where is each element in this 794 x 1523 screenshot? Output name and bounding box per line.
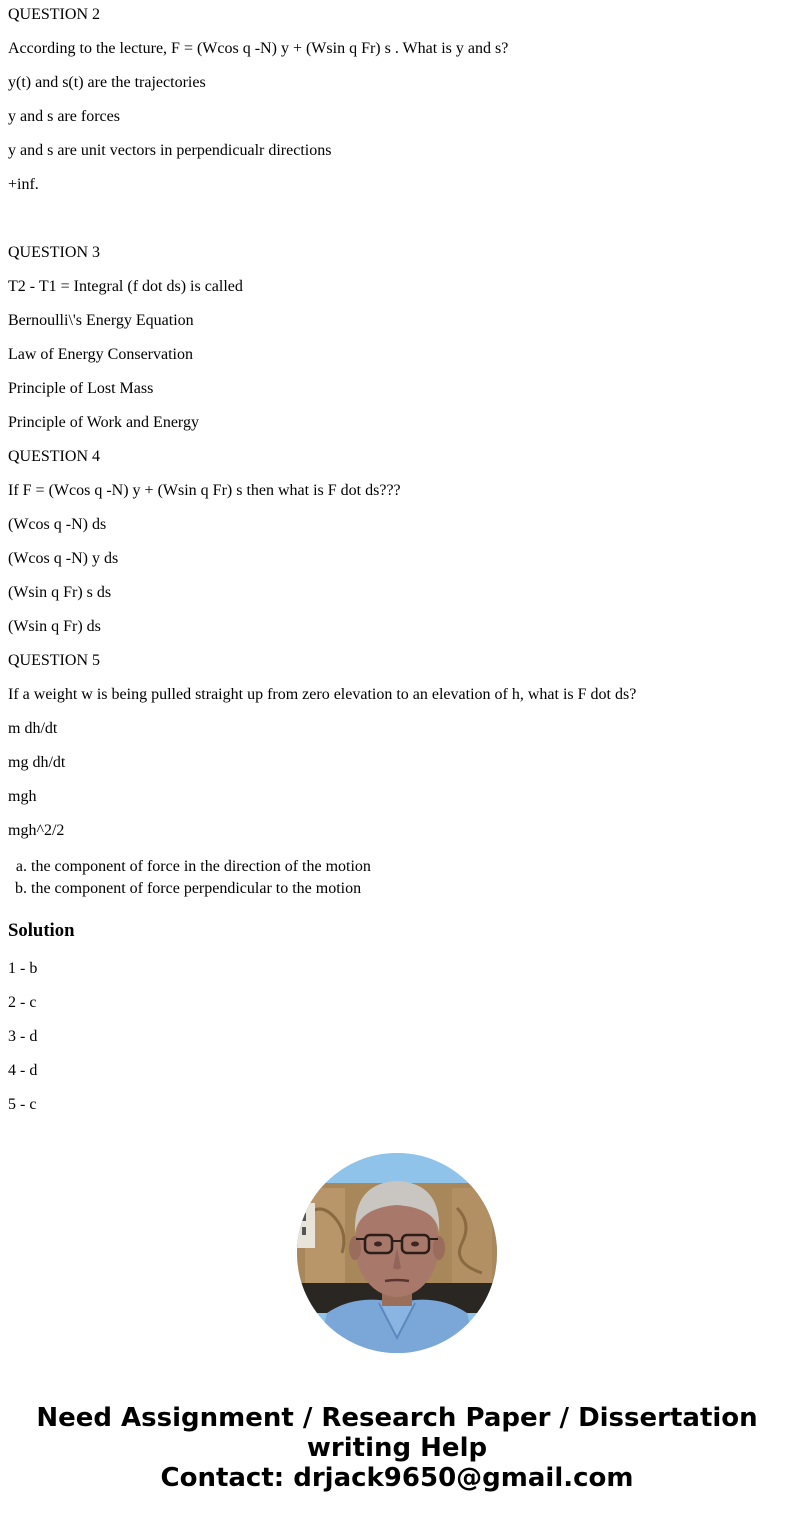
- answer-option: mgh: [8, 788, 37, 805]
- question-label: QUESTION 5: [8, 652, 100, 669]
- promo-line-2: writing Help: [306, 1433, 488, 1463]
- answer-option: Principle of Work and Energy: [8, 414, 199, 431]
- solution-answer: 4 - d: [8, 1062, 38, 1079]
- answer-option: Bernoulli\'s Energy Equation: [8, 312, 194, 329]
- solution-answer: 3 - d: [8, 1028, 38, 1045]
- answer-option: (Wsin q Fr) ds: [8, 618, 101, 635]
- answer-option: m dh/dt: [8, 720, 58, 737]
- question-4: [8, 448, 786, 636]
- answer-option: mg dh/dt: [8, 754, 66, 771]
- question-prompt: If a weight w is being pulled straight up from zero elevation to an elevation of h, what is F dot ds?: [8, 686, 637, 703]
- answer-option: y(t) and s(t) are the trajectories: [8, 74, 206, 91]
- answer-option: y and s are forces: [8, 108, 120, 125]
- blank-line: [8, 210, 786, 228]
- answer-option: Principle of Lost Mass: [8, 380, 154, 397]
- question-prompt: According to the lecture, F = (Wcos q -N) y + (Wsin q Fr) s . What is y and s?: [8, 40, 509, 57]
- solution-heading: Solution: [8, 920, 75, 941]
- question-2: [8, 6, 786, 194]
- person-photo-icon: [297, 1153, 497, 1353]
- answer-option: (Wcos q -N) ds: [8, 516, 107, 533]
- promo-contact: Contact: drjack9650@gmail.com: [160, 1463, 634, 1493]
- question-prompt: If F = (Wcos q -N) y + (Wsin q Fr) s then what is F dot ds???: [8, 482, 401, 499]
- solution-section: [8, 920, 786, 1114]
- solution-answer: 2 - c: [8, 994, 37, 1011]
- document-body: [8, 0, 786, 1130]
- solution-answer: 1 - b: [8, 960, 38, 977]
- promo-line-1: Need Assignment / Research Paper / Dissertation: [36, 1403, 758, 1433]
- answer-option: +inf.: [8, 176, 39, 193]
- question-label: QUESTION 2: [8, 6, 100, 23]
- lettered-choice-b: b. the component of force perpendicular to the motion: [31, 878, 786, 900]
- lettered-choice-a: a. the component of force in the direction of the motion: [31, 856, 786, 878]
- solution-answer: 5 - c: [8, 1096, 37, 1113]
- answer-option: Law of Energy Conservation: [8, 346, 193, 363]
- author-avatar: [297, 1153, 497, 1353]
- answer-option: y and s are unit vectors in perpendicualr directions: [8, 142, 332, 159]
- lettered-choices-list: [8, 856, 786, 900]
- question-prompt: T2 - T1 = Integral (f dot ds) is called: [8, 278, 243, 295]
- answer-option: mgh^2/2: [8, 822, 65, 839]
- answer-option: (Wcos q -N) y ds: [8, 550, 119, 567]
- question-label: QUESTION 3: [8, 244, 100, 261]
- answer-option: (Wsin q Fr) s ds: [8, 584, 112, 601]
- question-label: QUESTION 4: [8, 448, 100, 465]
- promo-banner: [0, 1403, 794, 1493]
- question-5: [8, 652, 786, 840]
- question-3: [8, 244, 786, 432]
